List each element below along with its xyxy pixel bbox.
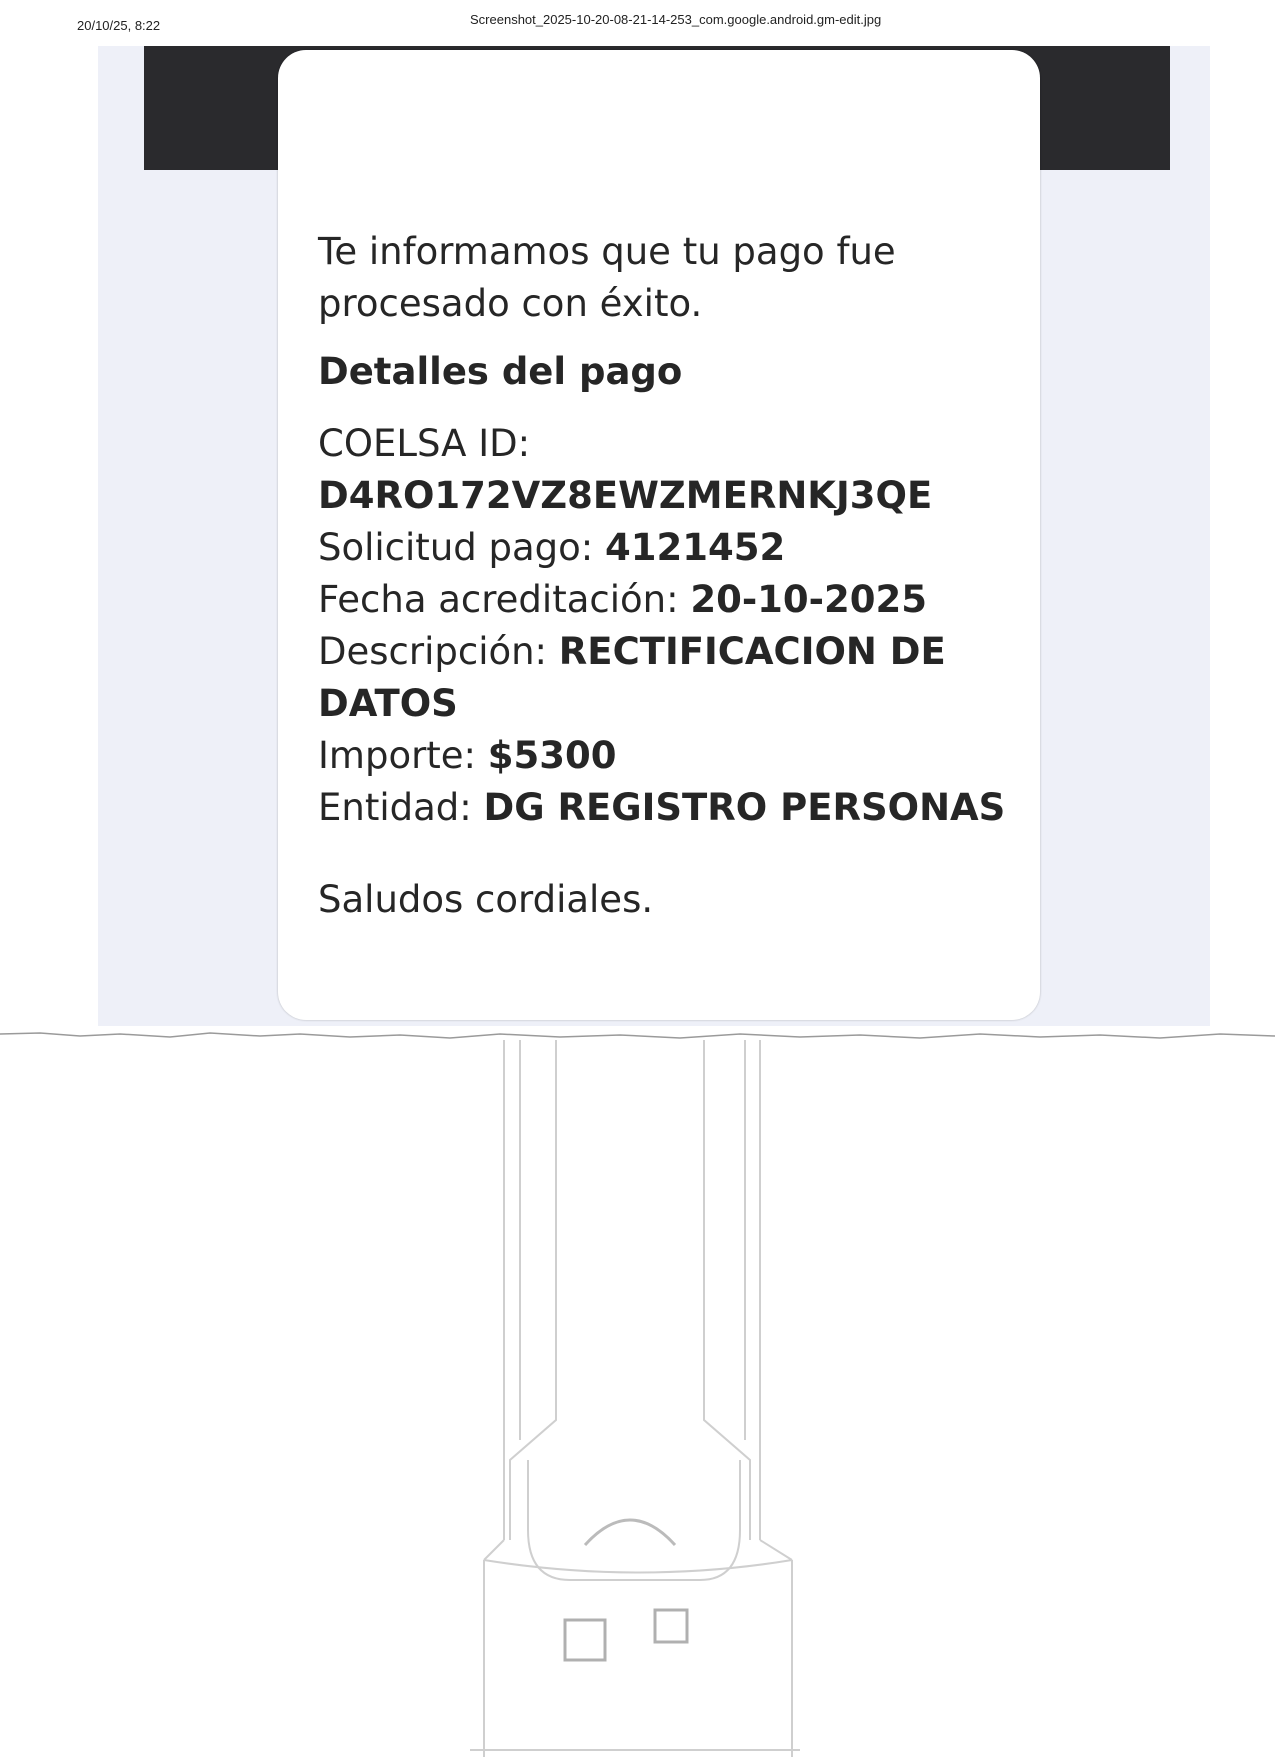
entidad-label: Entidad: [318,786,472,829]
descripcion-label: Descripción: [318,630,548,673]
coelsa-label: COELSA ID: [318,422,531,465]
image-icon [655,1610,687,1642]
message-body [318,226,1018,963]
entidad-row [318,782,1018,834]
email-message-card [278,50,1040,1020]
fecha-value: 20-10-2025 [690,578,927,621]
solicitud-row [318,522,1018,574]
importe-label: Importe: [318,734,477,777]
intro-text: Te informamos que tu pago fue procesado con éxito. [318,230,896,325]
descripcion-value: RECTIFICACION DE DATOS [318,630,946,725]
importe-value: $5300 [487,734,617,777]
fecha-label: Fecha acreditación: [318,578,679,621]
print-filename: Screenshot_2025-10-20-08-21-14-253_com.google.android.gm-edit.jpg [470,12,882,27]
folded-paper-shape [0,1040,1275,1757]
descripcion-row [318,626,1018,730]
closing-text: Saludos cordiales. [318,878,654,921]
fecha-row [318,574,1018,626]
film-icon [565,1620,605,1660]
solicitud-value: 4121452 [605,526,786,569]
importe-row [318,730,1018,782]
details-heading: Detalles del pago [318,350,683,393]
print-header [0,12,1275,32]
coelsa-value: D4RO172VZ8EWZMERNKJ3QE [318,474,933,517]
solicitud-label: Solicitud pago: [318,526,594,569]
entidad-value: DG REGISTRO PERSONAS [483,786,1006,829]
print-date: 20/10/25, 8:22 [77,18,161,33]
